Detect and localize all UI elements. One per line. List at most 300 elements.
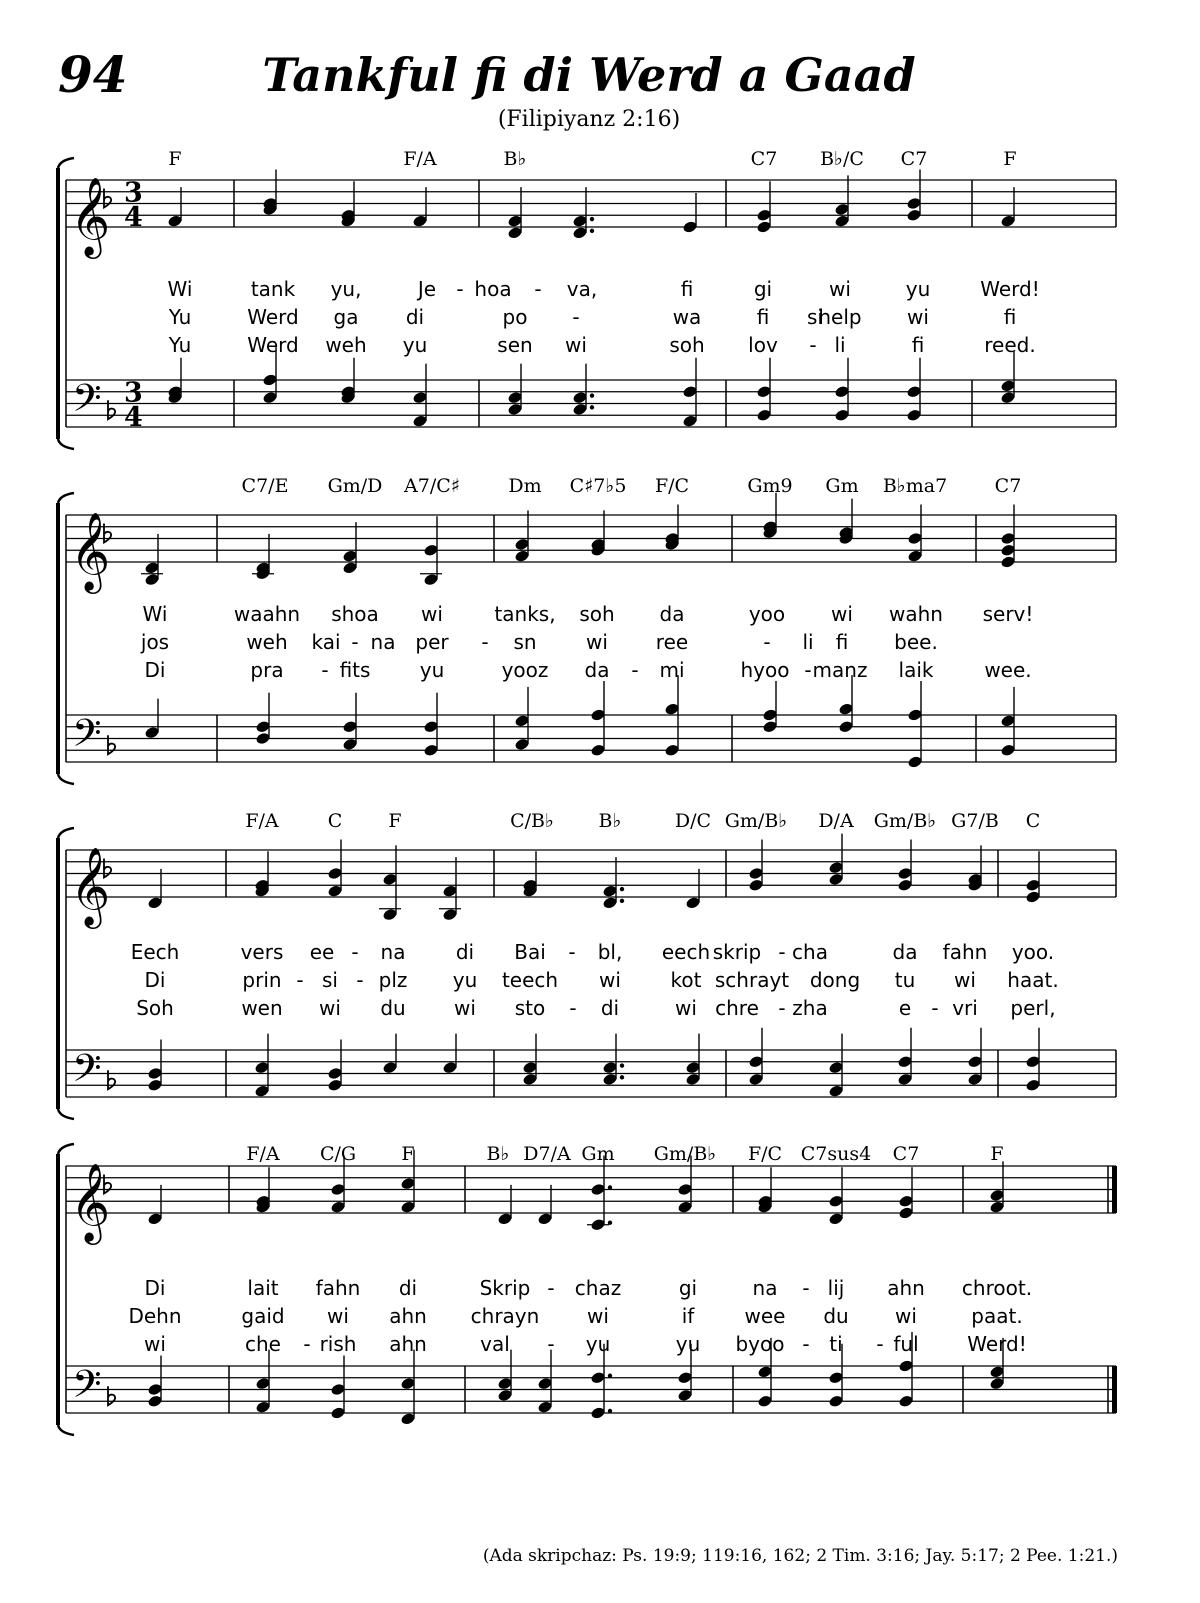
bass-staff-1 bbox=[66, 346, 1116, 433]
treble-chord-note bbox=[252, 534, 274, 581]
lyric-syllable: wi bbox=[421, 602, 443, 626]
lyric-syllable: hoa bbox=[474, 277, 512, 301]
treble-chord-note bbox=[748, 840, 764, 893]
lyric-syllable: wi bbox=[675, 996, 697, 1020]
chord-symbol: B♭ma7 bbox=[882, 475, 948, 497]
bass-chord-note bbox=[590, 681, 606, 757]
bracket-bottom-hook bbox=[58, 439, 74, 449]
chord-symbol: A7/C♯ bbox=[404, 475, 460, 497]
lyric-syllable: - bbox=[321, 658, 329, 682]
bracket-bottom-hook bbox=[58, 774, 74, 784]
treble-chord-note bbox=[682, 193, 698, 234]
lyric-syllable: sen bbox=[497, 333, 533, 357]
lyric-syllable: - bbox=[351, 940, 359, 964]
bracket-top-hook bbox=[58, 1144, 74, 1154]
chord-symbol: F bbox=[168, 148, 182, 170]
lyric-syllable: - bbox=[763, 630, 771, 654]
verse-1-lyrics bbox=[145, 1276, 1033, 1300]
lyric-syllable: wi bbox=[454, 996, 476, 1020]
lyric-syllable: da bbox=[892, 940, 918, 964]
lyric-syllable: - bbox=[534, 277, 542, 301]
treble-chord-note bbox=[967, 845, 983, 892]
lyric-syllable: ree bbox=[655, 630, 689, 654]
lyric-syllable: vri bbox=[952, 996, 978, 1020]
verse-2-lyrics bbox=[145, 968, 1059, 992]
treble-chord-note bbox=[664, 505, 680, 552]
lyric-syllable: chroot. bbox=[961, 1276, 1033, 1300]
lyric-syllable: Werd! bbox=[980, 277, 1040, 301]
lyric-syllable: val bbox=[480, 1332, 510, 1356]
treble-time-signature-denominator: 4 bbox=[124, 202, 143, 233]
treble-chord-note bbox=[507, 187, 523, 240]
chord-symbol: F bbox=[1003, 148, 1017, 170]
verse-2-lyrics bbox=[168, 305, 1017, 329]
lyric-syllable: na bbox=[380, 940, 406, 964]
lyric-syllable: sto bbox=[514, 996, 546, 1020]
lyric-syllable: Werd! bbox=[967, 1332, 1027, 1356]
lyric-syllable: fahn bbox=[315, 1276, 361, 1300]
treble-chord-note bbox=[522, 851, 538, 898]
lyric-syllable: perl, bbox=[1010, 996, 1056, 1020]
lyric-syllable: per bbox=[415, 630, 449, 654]
lyric-syllable: Di bbox=[144, 968, 166, 992]
augmentation-dot bbox=[620, 887, 624, 891]
chord-symbol: B♭/C bbox=[820, 148, 864, 170]
lyric-syllable: Eech bbox=[130, 940, 180, 964]
lyric-syllable: pra bbox=[250, 658, 284, 682]
lyric-syllable: mi bbox=[659, 658, 685, 682]
lyric-syllable: wi bbox=[907, 305, 929, 329]
lyric-syllable: byoo bbox=[735, 1332, 785, 1356]
lyric-syllable: e bbox=[898, 996, 912, 1020]
bass-clef: 𝄢 bbox=[72, 710, 102, 765]
bass-chord-note bbox=[254, 1034, 270, 1098]
chord-symbol: F/C bbox=[654, 475, 690, 497]
lyric-syllable: ful bbox=[893, 1332, 919, 1356]
system-3 bbox=[58, 810, 1059, 1119]
lyric-syllable: wi bbox=[327, 1304, 349, 1328]
verse-3-lyrics bbox=[145, 658, 1032, 682]
lyric-syllable: skrip bbox=[712, 940, 762, 964]
lyric-syllable: Wi bbox=[142, 602, 168, 626]
chord-symbol: B♭ bbox=[486, 1143, 510, 1165]
chord-symbol: Gm/B♭ bbox=[653, 1143, 717, 1165]
augmentation-dot bbox=[590, 393, 594, 397]
lyric-syllable: na bbox=[370, 630, 396, 654]
lyric-syllable: prin bbox=[242, 968, 282, 992]
treble-chord-note bbox=[262, 170, 278, 217]
chord-symbol: C7sus4 bbox=[800, 1143, 872, 1165]
lyric-syllable: wi bbox=[895, 1304, 917, 1328]
lyric-syllable: manz bbox=[812, 658, 868, 682]
lyric-syllable: tu bbox=[894, 968, 916, 992]
lyric-syllable: Werd bbox=[247, 333, 299, 357]
bass-chord-note bbox=[1000, 687, 1016, 757]
augmentation-dot bbox=[620, 899, 624, 903]
chord-symbol: Gm bbox=[581, 1143, 615, 1165]
bass-chord-note bbox=[167, 358, 183, 405]
lyric-syllable: paat. bbox=[971, 1304, 1023, 1328]
lyric-syllable: - bbox=[547, 1332, 555, 1356]
verse-3-lyrics bbox=[136, 996, 1055, 1020]
bass-chord-note bbox=[682, 358, 698, 428]
lyric-syllable: vers bbox=[240, 940, 284, 964]
bass-chord-note bbox=[144, 699, 160, 740]
lyric-syllable: - bbox=[456, 277, 464, 301]
lyric-syllable: lov bbox=[748, 333, 778, 357]
lyric-syllable: ee bbox=[309, 940, 335, 964]
lyric-syllable: fahn bbox=[942, 940, 988, 964]
system-4 bbox=[58, 1143, 1032, 1435]
lyric-syllable: tank bbox=[250, 277, 296, 301]
treble-chord-note bbox=[1025, 851, 1041, 904]
lyric-syllable: va, bbox=[566, 277, 598, 301]
lyric-syllable: gi bbox=[678, 1276, 698, 1300]
bass-chord-note bbox=[906, 358, 922, 422]
lyric-syllable: wi bbox=[319, 996, 341, 1020]
lyric-syllable: gaid bbox=[241, 1304, 285, 1328]
chord-symbol: C bbox=[327, 810, 343, 832]
lyric-syllable: dong bbox=[809, 968, 861, 992]
verse-1-lyrics bbox=[131, 940, 1054, 964]
lyric-syllable: si bbox=[322, 968, 338, 992]
treble-chord-note bbox=[989, 1161, 1005, 1214]
chord-symbol: F/A bbox=[403, 148, 437, 170]
lyric-syllable: du bbox=[380, 996, 406, 1020]
lyric-syllable: plz bbox=[378, 968, 408, 992]
bass-chord-note bbox=[522, 1034, 538, 1087]
lyric-syllable: wi bbox=[954, 968, 976, 992]
verse-1-lyrics bbox=[143, 602, 1034, 626]
lyric-syllable: da bbox=[584, 658, 610, 682]
bass-clef: 𝄢 bbox=[72, 375, 102, 430]
lyric-syllable: wi bbox=[831, 602, 853, 626]
lyric-syllable: fi bbox=[835, 630, 849, 654]
treble-staff-3 bbox=[66, 834, 1116, 929]
treble-chord-note bbox=[342, 522, 358, 575]
lyric-syllable: si bbox=[807, 305, 823, 329]
lyric-syllable: soh bbox=[579, 602, 615, 626]
lyric-syllable: - bbox=[876, 1332, 884, 1356]
bass-chord-note bbox=[327, 1040, 343, 1093]
verse-2-lyrics bbox=[128, 1304, 1022, 1328]
chord-symbol: F bbox=[401, 1143, 415, 1165]
treble-chord-note bbox=[757, 1167, 773, 1214]
lyric-syllable: weh bbox=[325, 333, 367, 357]
bass-chord-note bbox=[497, 1350, 513, 1403]
lyric-syllable: li bbox=[834, 333, 846, 357]
lyric-syllable: bee. bbox=[894, 630, 938, 654]
chord-symbol: C/G bbox=[319, 1143, 357, 1165]
treble-chord-note bbox=[756, 181, 772, 234]
chord-symbol: F/A bbox=[245, 810, 279, 832]
bracket-bottom-hook bbox=[58, 1109, 74, 1119]
lyric-syllable: fi bbox=[911, 333, 925, 357]
lyric-syllable: Werd bbox=[247, 305, 299, 329]
lyric-syllable: yu bbox=[419, 658, 445, 682]
lyric-syllable: yoo. bbox=[1011, 940, 1055, 964]
lyric-syllable: - bbox=[778, 996, 786, 1020]
lyric-syllable: wee bbox=[744, 1304, 786, 1328]
lyric-syllable: chaz bbox=[574, 1276, 622, 1300]
bass-chord-note bbox=[907, 681, 923, 769]
treble-chord-note bbox=[514, 510, 530, 563]
chord-symbol: Gm/D bbox=[327, 475, 383, 497]
lyric-syllable: - bbox=[481, 630, 489, 654]
lyric-syllable: if bbox=[681, 1304, 695, 1328]
lyric-syllable: - bbox=[569, 996, 577, 1020]
treble-chord-note bbox=[834, 175, 850, 228]
treble-chord-note bbox=[906, 170, 922, 223]
treble-chord-note bbox=[685, 869, 701, 910]
verse-3-lyrics bbox=[144, 1332, 1027, 1356]
lyric-syllable: - bbox=[351, 630, 359, 654]
chord-symbol: F/A bbox=[246, 1143, 280, 1165]
treble-chord-note bbox=[254, 851, 270, 898]
bass-chord-note bbox=[572, 364, 594, 417]
lyric-syllable: - bbox=[296, 968, 304, 992]
bass-chord-note bbox=[762, 681, 778, 734]
lyric-syllable: - bbox=[568, 940, 576, 964]
bass-chord-note bbox=[748, 1028, 764, 1087]
treble-chord-note bbox=[1000, 505, 1016, 569]
lyric-syllable: yu bbox=[585, 1332, 611, 1356]
treble-chord-note bbox=[762, 493, 778, 540]
lyric-syllable: Yu bbox=[168, 305, 192, 329]
lyric-syllable: di bbox=[600, 996, 620, 1020]
bass-chord-note bbox=[400, 1350, 416, 1426]
bass-chord-note bbox=[340, 358, 356, 405]
bass-chord-note bbox=[382, 1034, 398, 1075]
lyric-syllable: po bbox=[502, 305, 528, 329]
lyric-syllable: zha bbox=[792, 996, 828, 1020]
lyric-syllable: chrayn bbox=[470, 1304, 540, 1328]
bass-chord-note bbox=[834, 358, 850, 422]
augmentation-dot bbox=[620, 1075, 624, 1079]
augmentation-dot bbox=[608, 1185, 612, 1189]
chord-symbol: G7/B bbox=[951, 810, 999, 832]
lyric-syllable: wahn bbox=[889, 602, 943, 626]
bass-chord-note bbox=[664, 675, 680, 757]
hymn-number: 94 bbox=[58, 45, 128, 104]
final-bar-thick bbox=[1112, 1166, 1117, 1213]
treble-chord-note bbox=[602, 857, 624, 910]
lyric-syllable: Skrip bbox=[479, 1276, 531, 1300]
lyric-syllable: ahn bbox=[389, 1304, 427, 1328]
scripture-reference: (Filipiyanz 2:16) bbox=[497, 107, 681, 132]
lyric-syllable: li bbox=[802, 630, 814, 654]
lyric-syllable: yu bbox=[905, 277, 931, 301]
treble-chord-note bbox=[1000, 187, 1016, 228]
chord-symbol: C7 bbox=[900, 148, 928, 170]
lyric-syllable: fi bbox=[1003, 305, 1017, 329]
bass-staff-3 bbox=[66, 1028, 1116, 1100]
chord-symbol: C7/E bbox=[241, 475, 289, 497]
lyric-syllable: Soh bbox=[136, 996, 174, 1020]
lyric-syllable: wi bbox=[599, 968, 621, 992]
chord-symbol: Gm/B♭ bbox=[873, 810, 937, 832]
lyric-syllable: - bbox=[931, 996, 939, 1020]
chord-symbol: C7 bbox=[994, 475, 1022, 497]
bass-chord-note bbox=[412, 364, 428, 428]
lyric-syllable: yoo bbox=[748, 602, 786, 626]
lyric-syllable: serv! bbox=[982, 602, 1034, 626]
bass-chord-note bbox=[1025, 1028, 1041, 1092]
lyric-syllable: di bbox=[405, 305, 425, 329]
lyric-syllable: Bai bbox=[514, 940, 546, 964]
lyric-syllable: rish bbox=[319, 1332, 357, 1356]
treble-chord-note bbox=[590, 510, 606, 557]
lyric-syllable: wi bbox=[587, 1304, 609, 1328]
chord-symbol: D7/A bbox=[523, 1143, 571, 1165]
lyric-syllable: bl, bbox=[597, 940, 623, 964]
bass-time-signature-numerator: 3 bbox=[124, 377, 143, 409]
treble-staff-2 bbox=[66, 493, 1116, 594]
treble-chord-note bbox=[828, 1167, 844, 1226]
lyric-syllable: - bbox=[303, 1332, 311, 1356]
lyric-syllable: - bbox=[778, 940, 786, 964]
bass-chord-note bbox=[255, 693, 271, 746]
augmentation-dot bbox=[620, 1063, 624, 1067]
bass-chord-note bbox=[602, 1034, 624, 1087]
bass-chord-note bbox=[967, 1028, 983, 1087]
lyric-syllable: fi bbox=[680, 277, 694, 301]
system-2 bbox=[58, 475, 1033, 784]
lyric-syllable: wen bbox=[241, 996, 283, 1020]
chord-symbol: Gm bbox=[825, 475, 859, 497]
lyric-syllable: - bbox=[631, 658, 639, 682]
lyric-syllable: Wi bbox=[167, 277, 193, 301]
chord-symbol: Gm9 bbox=[747, 475, 793, 497]
lyric-syllable: - bbox=[547, 1276, 555, 1300]
bass-clef: 𝄢 bbox=[72, 1361, 102, 1416]
lyric-syllable: eech bbox=[661, 940, 711, 964]
treble-chord-note bbox=[327, 840, 343, 899]
treble-chord-note bbox=[147, 869, 163, 910]
treble-chord-note bbox=[587, 1156, 612, 1232]
lyric-syllable: weh bbox=[246, 630, 288, 654]
lyric-syllable: haat. bbox=[1007, 968, 1059, 992]
lyric-syllable: yu, bbox=[330, 277, 362, 301]
lyric-syllable: shoa bbox=[331, 602, 379, 626]
chord-symbol: D/C bbox=[674, 810, 712, 832]
treble-chord-note bbox=[828, 834, 844, 887]
treble-chord-note bbox=[255, 1167, 271, 1214]
lyric-syllable: kot bbox=[670, 968, 702, 992]
treble-clef: 𝄞 bbox=[70, 177, 111, 256]
chord-symbol: F bbox=[388, 810, 402, 832]
bass-chord-note bbox=[685, 1034, 701, 1087]
bass-chord-note bbox=[330, 1356, 346, 1420]
bass-chord-note bbox=[1000, 352, 1016, 405]
lyric-syllable: Dehn bbox=[128, 1304, 182, 1328]
lyric-syllable: tanks, bbox=[494, 602, 556, 626]
lyric-syllable: waahn bbox=[233, 602, 301, 626]
augmentation-dot bbox=[590, 229, 594, 233]
lyric-syllable: Di bbox=[144, 658, 166, 682]
bass-chord-note bbox=[838, 675, 854, 734]
bass-chord-note bbox=[423, 693, 439, 757]
lyric-syllable: wi bbox=[829, 277, 851, 301]
chord-symbol: B♭ bbox=[503, 148, 527, 170]
lyric-syllable: yu bbox=[452, 968, 478, 992]
chord-symbol: D/A bbox=[818, 810, 854, 832]
lyric-syllable: Yu bbox=[168, 333, 192, 357]
treble-chord-note bbox=[497, 1185, 513, 1226]
lyric-syllable: ti bbox=[829, 1332, 843, 1356]
bass-chord-note bbox=[147, 1040, 163, 1093]
lyric-syllable: reed. bbox=[984, 333, 1036, 357]
final-bar-thick bbox=[1112, 1366, 1117, 1413]
bass-time-signature-denominator: 4 bbox=[124, 402, 143, 433]
treble-chord-note bbox=[141, 534, 163, 587]
treble-chord-note bbox=[537, 1185, 553, 1226]
treble-clef: 𝄞 bbox=[70, 512, 111, 591]
augmentation-dot bbox=[608, 1409, 612, 1413]
lyric-syllable: lait bbox=[247, 1276, 279, 1300]
lyric-syllable: wi bbox=[565, 333, 587, 357]
lyric-syllable: sn bbox=[513, 630, 537, 654]
bass-chord-note bbox=[507, 364, 523, 417]
lyric-syllable: lij bbox=[827, 1276, 845, 1300]
lyric-syllable: fits bbox=[339, 658, 371, 682]
treble-chord-note bbox=[167, 187, 183, 228]
lyric-syllable: laik bbox=[898, 658, 934, 682]
chord-symbol: C7 bbox=[892, 1143, 920, 1165]
lyric-syllable: di bbox=[398, 1276, 418, 1300]
lyric-syllable: schrayt bbox=[714, 968, 790, 992]
lyric-syllable: - bbox=[809, 333, 817, 357]
bass-chord-note bbox=[537, 1350, 553, 1414]
lyric-syllable: wa bbox=[672, 305, 702, 329]
lyric-syllable: - bbox=[572, 305, 580, 329]
bracket-top-hook bbox=[58, 158, 74, 168]
lyric-syllable: teech bbox=[501, 968, 559, 992]
lyric-syllable: Di bbox=[144, 1276, 166, 1300]
lyric-syllable: ahn bbox=[389, 1332, 427, 1356]
treble-chord-note bbox=[838, 499, 854, 546]
treble-chord-note bbox=[340, 181, 356, 228]
lyric-syllable: hyoo bbox=[740, 658, 790, 682]
bass-chord-note bbox=[442, 1034, 458, 1075]
lyric-syllable: yooz bbox=[501, 658, 549, 682]
bracket-top-hook bbox=[58, 493, 74, 503]
lyric-syllable: ahn bbox=[887, 1276, 925, 1300]
treble-time-signature-numerator: 3 bbox=[124, 177, 143, 209]
verse-2-lyrics bbox=[140, 630, 938, 654]
lyric-syllable: jos bbox=[140, 630, 170, 654]
bass-chord-note bbox=[514, 687, 530, 751]
lyric-syllable: wi bbox=[144, 1332, 166, 1356]
lyric-syllable: wee. bbox=[984, 658, 1032, 682]
lyric-syllable: Je bbox=[417, 277, 437, 301]
lyric-syllable: yu bbox=[402, 333, 428, 357]
treble-chord-note bbox=[897, 840, 913, 893]
verse-1-lyrics bbox=[168, 277, 1040, 301]
lyric-syllable: wi bbox=[586, 630, 608, 654]
lyric-syllable: fi bbox=[756, 305, 770, 329]
lyric-syllable: kai bbox=[311, 630, 341, 654]
treble-staff-1 bbox=[66, 170, 1116, 260]
treble-chord-note bbox=[898, 1167, 914, 1220]
lyric-syllable: - bbox=[802, 1332, 810, 1356]
bass-chord-note bbox=[756, 358, 772, 422]
bass-chord-note bbox=[342, 693, 358, 752]
lyric-syllable: chre bbox=[715, 996, 759, 1020]
treble-chord-note bbox=[439, 857, 461, 921]
treble-chord-note bbox=[412, 187, 428, 228]
treble-clef: 𝄞 bbox=[70, 1163, 111, 1242]
